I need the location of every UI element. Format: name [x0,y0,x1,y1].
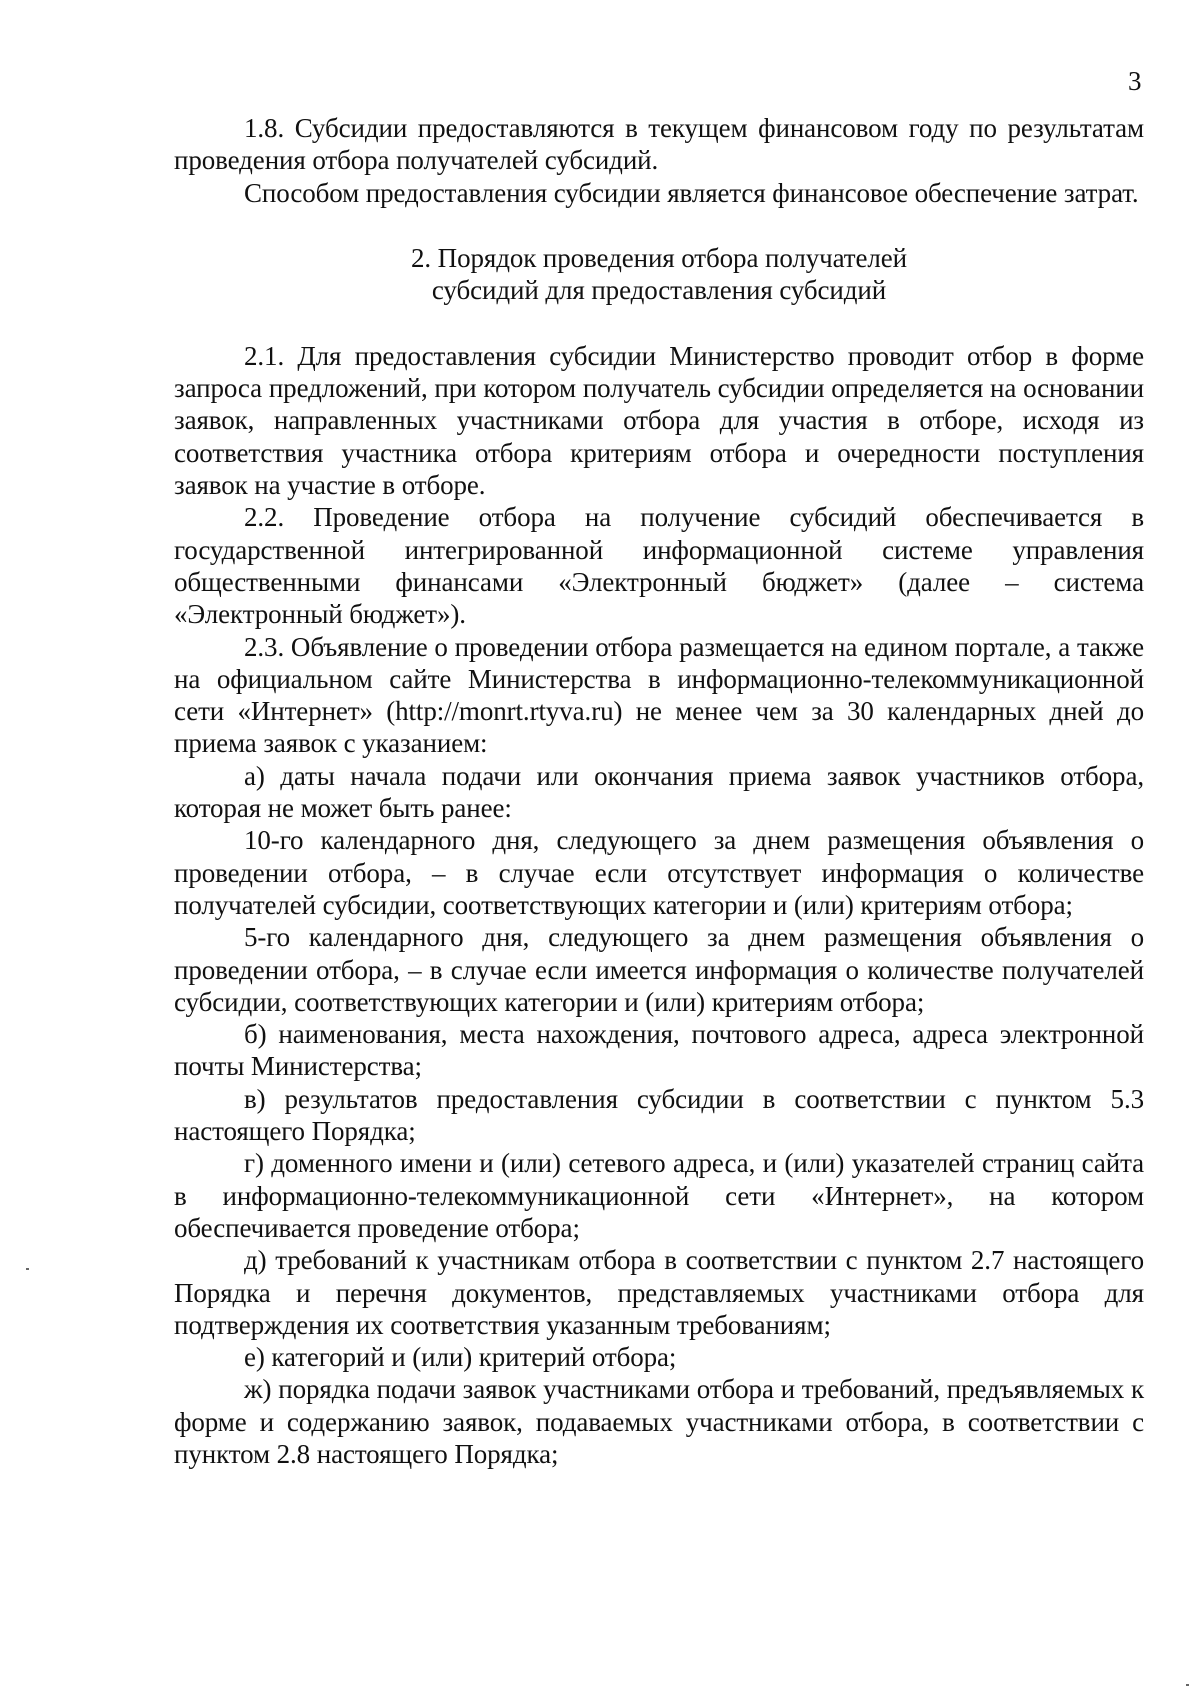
paragraph-item-a: а) даты начала подачи или окончания приема заявок участников отбора, которая не может быть ранее: [174,760,1144,824]
paragraph-1-8: 1.8. Субсидии предоставляются в текущем финансовом году по результатам проведения отбора получателей субсидий. [174,113,1144,176]
paragraph-item-d: д) требований к участникам отбора в соответствии с пунктом 2.7 настоящего Порядка и перечня документов, представляемых участниками отбора для подтверждения их соответствия указанным требованиям; [174,1245,1144,1340]
page-number: 3 [1128,66,1142,96]
paragraph-item-zh: ж) порядка подачи заявок участниками отбора и требований, предъявляемых к форме и содержанию заявок, подаваемых участниками отбора, в соответствии с пунктом 2.8 настоящего Порядка; [174,1374,1144,1469]
scan-speck [26,1268,29,1270]
paragraph-item-b: б) наименования, места нахождения, почтового адреса, адреса электронной почты Министерства; [174,1019,1144,1082]
section-title [174,242,1144,306]
paragraph-item-g: г) доменного имени и (или) сетевого адреса, и (или) указателей страниц сайта в информационно-телекоммуникационной сети «Интернет», на котором обеспечивается проведение отбора; [174,1148,1144,1243]
paragraph-item-a-5-day: 5-го календарного дня, следующего за днем размещения объявления о проведении отбора, – в случае если имеется информация о количестве получателей субсидии, соответствующих категории и (или) критериям отбора; [174,922,1144,1017]
paragraph-2-3: 2.3. Объявление о проведении отбора размещается на едином портале, а также на официальном сайте Министерства в информационно-телекоммуникационной сети «Интернет» (http://monrt.rtyva.ru) не менее чем за 30 календарных дней до приема заявок с указанием: [174,631,1144,759]
section-title-line-1: 2. Порядок проведения отбора получателей [410,242,907,273]
paragraph-2-2: 2.2. Проведение отбора на получение субсидий обеспечивается в государственной интегрированной информационной системе управления общественными финансами «Электронный бюджет» (далее – система «Электронный бюджет»). [174,502,1144,630]
paragraph-item-e: е) категорий и (или) критерий отбора; [244,1342,677,1373]
paragraph-item-v: в) результатов предоставления субсидии в соответствии с пунктом 5.3 настоящего Порядка; [174,1083,1144,1147]
paragraph-subsidy-method: Способом предоставления субсидии является финансовое обеспечение затрат. [244,177,1139,208]
document-body [174,112,1144,1470]
paragraph-item-a-10-day: 10-го календарного дня, следующего за днем размещения объявления о проведении отбора, – в случае если отсутствует информация о количестве получателей субсидии, соответствующих категории и (или) критериям отбора; [174,825,1144,920]
scan-speck [1186,1684,1189,1686]
section-title-line-2: субсидий для предоставления субсидий [431,274,887,305]
paragraph-2-1: 2.1. Для предоставления субсидии Министерство проводит отбор в форме запроса предложений, при котором получатель субсидии определяется на основании заявок, направленных участниками отбора для участия в отборе, исходя из соответствия участника отбора критериям отбора и очередности поступления заявок на участие в отборе. [174,340,1144,501]
